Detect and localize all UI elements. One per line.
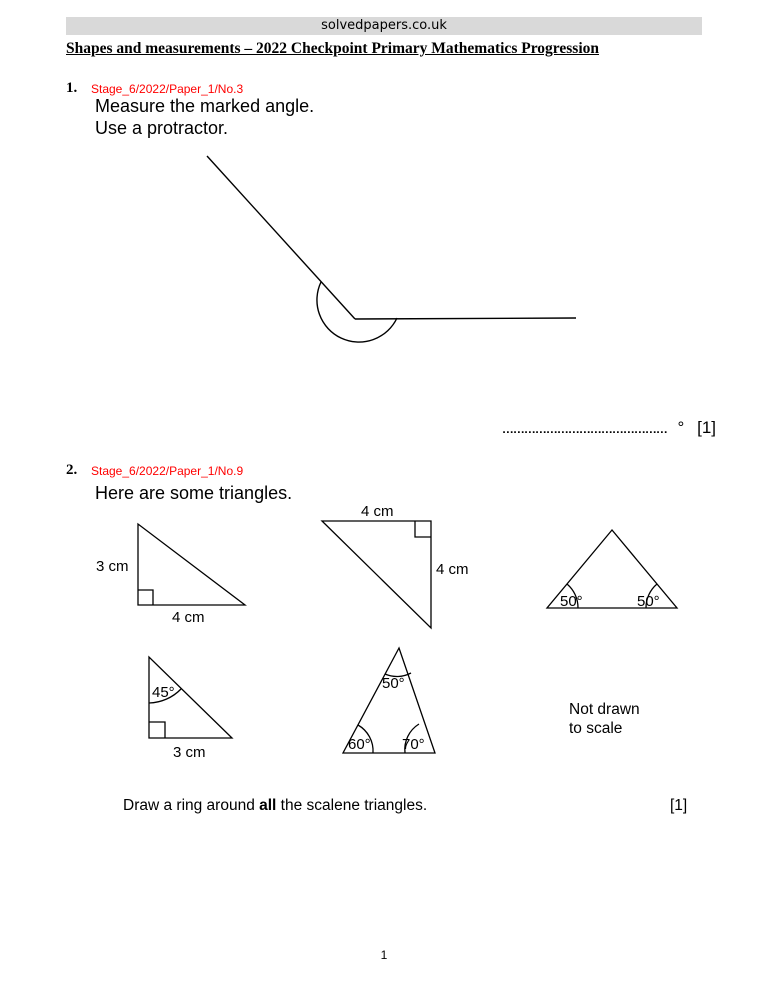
triangle-1-side-label-a: 3 cm xyxy=(96,558,129,575)
page-number: 1 xyxy=(380,948,388,962)
instruction-emphasis: all xyxy=(259,797,277,814)
degree-unit: ° xyxy=(677,418,685,437)
note-line-2: to scale xyxy=(569,720,623,737)
question-1-marks: [1] xyxy=(697,418,716,437)
question-1-answer-line[interactable] xyxy=(502,418,716,438)
triangle-1-side-label-b: 4 cm xyxy=(172,609,205,626)
question-2-marks: [1] xyxy=(670,797,688,814)
triangle-2-right-angle-mark xyxy=(415,521,431,537)
angle-arm-right xyxy=(355,318,576,319)
triangle-5-angle-label-right: 70° xyxy=(402,736,425,753)
triangle-4-side-label: 3 cm xyxy=(173,744,206,761)
triangle-4-right-angle-mark xyxy=(149,722,165,738)
triangle-1-right-angle-mark xyxy=(138,590,153,605)
question-1-line-2: Use a protractor. xyxy=(95,118,229,138)
triangle-5-angle-label-left: 60° xyxy=(348,736,371,753)
instruction-text-1: Draw a ring around xyxy=(123,797,260,814)
triangle-5-angle-label-top: 50° xyxy=(382,675,405,692)
triangle-1 xyxy=(138,524,245,605)
question-2-reference: Stage_6/2022/Paper_1/No.9 xyxy=(91,464,244,478)
question-2-number: 2. xyxy=(66,462,78,478)
triangle-2-side-label-a: 4 cm xyxy=(361,503,394,520)
question-1-line-1: Measure the marked angle. xyxy=(95,96,315,116)
triangle-2 xyxy=(322,521,431,628)
instruction-text-2: the scalene triangles. xyxy=(276,797,428,814)
triangle-3-angle-label-a: 50° xyxy=(560,593,583,610)
triangle-4-angle-label: 45° xyxy=(152,684,175,701)
question-2-instruction xyxy=(123,797,427,815)
marked-angle-figure xyxy=(207,156,576,342)
triangle-3-angle-label-b: 50° xyxy=(637,593,660,610)
answer-dots[interactable]: ……………………………………… xyxy=(501,422,667,436)
question-1-number: 1. xyxy=(66,80,78,96)
not-to-scale-note xyxy=(569,700,640,738)
question-2-intro: Here are some triangles. xyxy=(95,483,293,503)
question-1-reference: Stage_6/2022/Paper_1/No.3 xyxy=(91,82,244,96)
angle-arm-left xyxy=(207,156,355,319)
note-line-1: Not drawn xyxy=(569,701,640,718)
triangle-2-side-label-b: 4 cm xyxy=(436,561,469,578)
triangle-1-shape xyxy=(138,524,245,605)
document-title: Shapes and measurements – 2022 Checkpoint Primary Mathematics Progression xyxy=(66,40,600,57)
site-name: solvedpapers.co.uk xyxy=(321,18,447,33)
